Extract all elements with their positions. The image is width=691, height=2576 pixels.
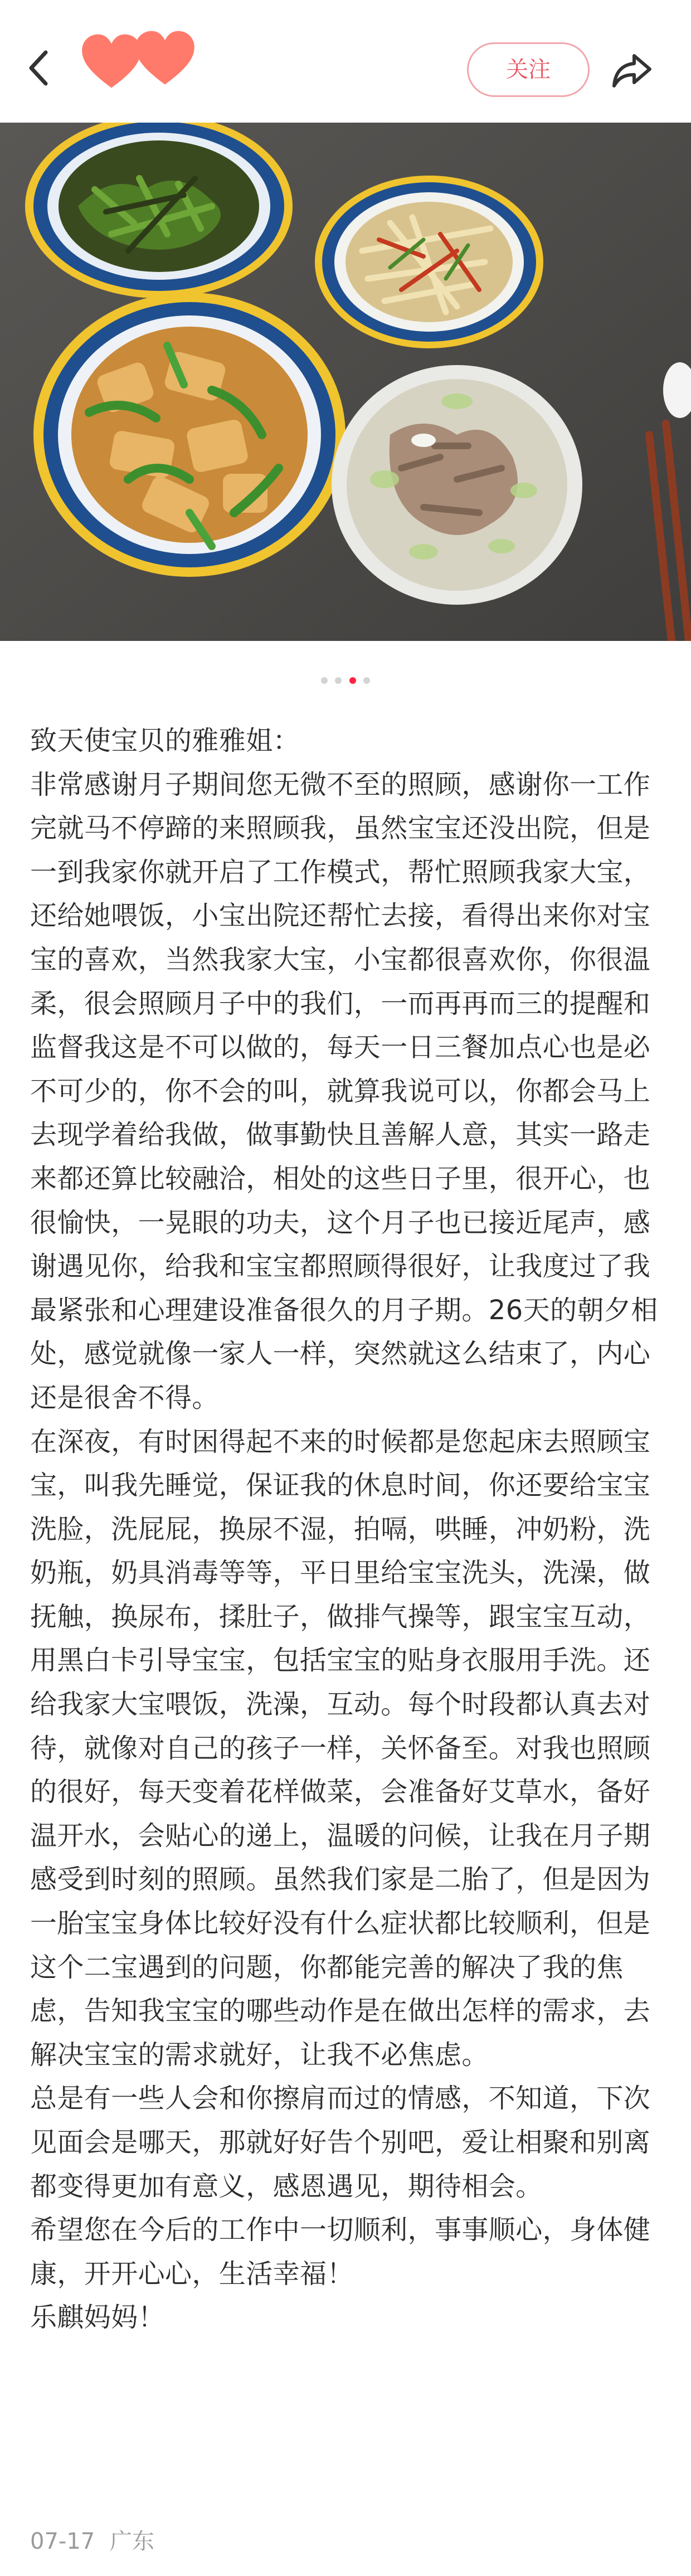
heart-icon [132, 26, 198, 93]
follow-button[interactable]: 关注 [467, 42, 590, 97]
carousel-dot[interactable] [321, 677, 328, 684]
post-date: 07-17 [30, 2529, 95, 2554]
food-photo[interactable] [0, 123, 691, 641]
post-paragraph: 希望您在今后的工作中一切顺利，事事顺心，身体健康，开开心心，生活幸福！ [30, 2214, 651, 2290]
author-avatar[interactable] [78, 26, 245, 109]
post-location: 广东 [109, 2529, 154, 2554]
post-paragraph: 致天使宝贝的雅雅姐： [30, 725, 300, 756]
post-paragraph: 在深夜，有时困得起不来的时候都是您起床去照顾宝宝，叫我先睡觉，保证我的休息时间，你还要给宝宝洗脸，洗屁屁，换尿不湿，拍嗝，哄睡，冲奶粉，洗奶瓶，奶具消毒等等，平日里给宝宝洗头，洗澡，做抚触，换尿布，揉肚子，做排气操等，跟宝宝互动，用黑白卡引导宝宝，包括宝宝的贴身衣服用手洗。还给我家大宝喂饭，洗澡，互动。每个时段都认真去对待，就像对自己的孩子一样，关怀备至。对我也照顾的很好，每天变着花样做菜，会准备好艾草水，备好温开水，会贴心的递上，温暖的问候，让我在月子期感受到时刻的照顾。虽然我们家是二胎了，但是因为一胎宝宝身体比较好没有什么症状都比较顺利，但是这个二宝遇到的问题，你都能完善的解决了我的焦虑，告知我宝宝的哪些动作是在做出怎样的需求，去解决宝宝的需求就好，让我不必焦虑。 [30, 1426, 651, 2070]
carousel-dot[interactable] [335, 677, 342, 684]
carousel-indicator [0, 675, 691, 687]
top-bar [0, 0, 691, 123]
carousel-dot-active[interactable] [349, 677, 356, 684]
carousel-dot[interactable] [363, 677, 370, 684]
share-icon[interactable] [610, 48, 654, 93]
post-paragraph: 非常感谢月子期间您无微不至的照顾，感谢你一工作完就马不停蹄的来照顾我，虽然宝宝还没出院，但是一到我家你就开启了工作模式，帮忙照顾我家大宝，还给她喂饭，小宝出院还帮忙去接，看得出来你对宝宝的喜欢，当然我家大宝，小宝都很喜欢你，你很温柔，很会照顾月子中的我们，一而再再而三的提醒和监督我这是不可以做的，每天一日三餐加点心也是必不可少的，你不会的叫，就算我说可以，你都会马上去现学着给我做，做事勤快且善解人意，其实一路走来都还算比较融洽，相处的这些日子里，很开心，也很愉快，一晃眼的功夫，这个月子也已接近尾声，感谢遇见你，给我和宝宝都照顾得很好，让我度过了我最紧张和心理建设准备很久的月子期。26天的朝夕相处，感觉就像一家人一样，突然就这么结束了，内心还是很舍不得。 [30, 769, 658, 1413]
post-paragraph: 乐麒妈妈！ [30, 2302, 166, 2334]
post-meta [30, 2524, 162, 2555]
post-paragraph: 总是有一些人会和你擦肩而过的情感，不知道，下次见面会是哪天，那就好好告个别吧，爱让相聚和别离都变得更加有意义，感恩遇见，期待相会。 [30, 2083, 651, 2202]
back-arrow-icon[interactable] [23, 46, 57, 90]
post-body [30, 719, 663, 2340]
